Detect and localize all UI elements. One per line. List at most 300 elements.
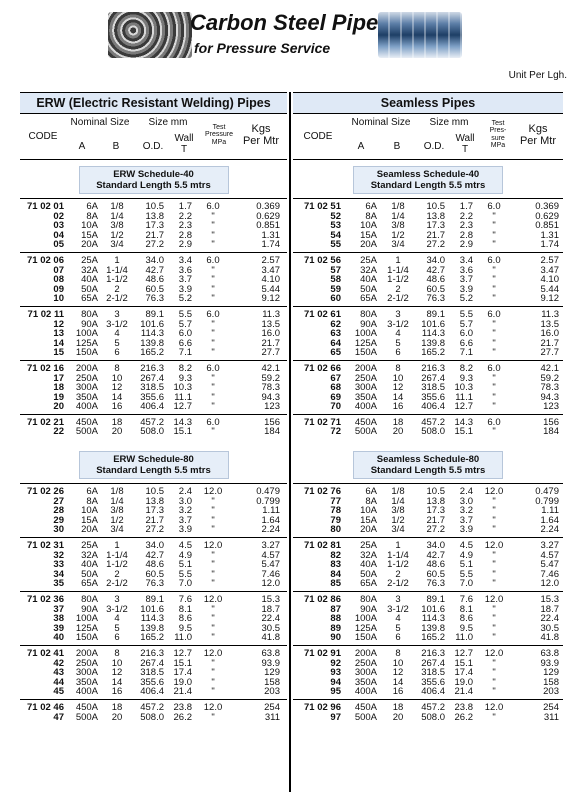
cell-code: 29	[53, 514, 64, 526]
cell-code: 80	[330, 524, 341, 536]
cell-t: 3.9	[178, 524, 192, 536]
cell-a: 6A	[365, 486, 377, 498]
cell-p: "	[492, 347, 496, 359]
table-group	[293, 360, 563, 414]
cell-code: 03	[53, 220, 64, 232]
cell-t: 8.2	[459, 362, 473, 374]
cell-od: 13.8	[145, 495, 164, 507]
cell-p: "	[211, 426, 215, 438]
cell-t: 11.0	[174, 632, 192, 644]
cell-a: 40A	[360, 559, 377, 571]
seamless-sch80-table	[293, 483, 563, 724]
cell-a: 25A	[360, 540, 377, 552]
cell-a: 500A	[354, 711, 377, 723]
cell-t: 3.7	[459, 274, 473, 286]
cell-k: 78.3	[540, 382, 559, 394]
cell-t: 9.3	[178, 372, 192, 384]
cell-b: 20	[111, 711, 123, 723]
cell-k: 16.0	[540, 328, 559, 340]
cell-k: 2.57	[261, 254, 280, 266]
cell-b: 18	[392, 416, 404, 428]
cell-p: "	[492, 559, 496, 571]
table-group	[293, 537, 563, 591]
table-row	[293, 633, 563, 643]
cell-p: 12.0	[484, 540, 504, 552]
cell-code: 92	[330, 657, 341, 669]
table-group	[293, 252, 563, 306]
cell-b: 2	[114, 568, 120, 580]
cell-t: 2.9	[459, 239, 473, 251]
cell-code: 45	[53, 686, 64, 698]
cell-od: 508.0	[140, 426, 164, 438]
cell-k: 15.3	[261, 594, 280, 605]
col-size-mm: Size mm	[429, 117, 469, 128]
cell-k: 1.11	[262, 505, 280, 517]
cell-t: 26.2	[454, 711, 473, 723]
cell-t: 3.4	[459, 254, 473, 266]
cell-k: 3.27	[261, 540, 280, 552]
cell-k: 1.11	[541, 505, 559, 517]
cell-p: "	[492, 318, 496, 330]
cell-a: 300A	[354, 667, 377, 679]
cell-b: 4	[395, 613, 401, 625]
cell-a: 65A	[360, 293, 377, 305]
cell-code: 10	[53, 293, 64, 305]
cell-a: 20A	[81, 239, 98, 251]
cell-a: 40A	[81, 559, 98, 571]
cell-b: 5	[114, 622, 120, 634]
cell-k: 0.629	[535, 210, 559, 222]
cell-od: 355.6	[421, 391, 445, 403]
cell-b: 4	[395, 328, 401, 340]
cell-t: 2.4	[459, 486, 473, 498]
cell-b: 3/4	[110, 524, 124, 536]
cell-p: 12.0	[203, 701, 223, 713]
cell-od: 457.2	[140, 701, 164, 713]
col-kgs: Kgs	[251, 123, 271, 135]
cell-a: 6A	[86, 201, 98, 212]
cell-od: 21.7	[426, 514, 445, 526]
seamless-sch40-title	[353, 166, 503, 194]
cell-t: 12.7	[173, 647, 192, 659]
cell-code: 84	[330, 568, 341, 580]
cell-p: "	[492, 220, 496, 232]
cell-code: 39	[53, 622, 64, 634]
table-row	[20, 402, 287, 412]
cell-od: 76.3	[145, 578, 164, 590]
cell-p: "	[211, 667, 215, 679]
cell-od: 114.3	[140, 328, 164, 340]
cell-code: 69	[330, 391, 341, 403]
cell-a: 350A	[354, 391, 377, 403]
cell-b: 1/8	[110, 201, 124, 212]
cell-a: 250A	[75, 372, 98, 384]
cell-b: 1-1/4	[387, 549, 409, 561]
col-a: A	[357, 141, 365, 152]
cell-b: 1/8	[391, 486, 405, 498]
cell-code: 55	[330, 239, 341, 251]
cell-p: "	[211, 495, 215, 507]
cell-od: 34.0	[145, 254, 164, 266]
cell-k: 18.7	[261, 603, 280, 615]
cell-a: 90A	[360, 318, 377, 330]
cell-od: 60.5	[426, 283, 445, 295]
cell-b: 20	[111, 426, 123, 438]
cell-k: 5.44	[540, 283, 559, 295]
cell-t: 5.5	[178, 308, 192, 320]
cell-t: 3.9	[459, 283, 473, 295]
cell-od: 101.6	[140, 603, 164, 615]
table-group	[293, 414, 563, 439]
cell-code: 28	[53, 505, 64, 517]
cell-a: 40A	[81, 274, 98, 286]
cell-od: 27.2	[145, 239, 164, 251]
cell-b: 3/8	[391, 505, 405, 517]
cell-b: 12	[392, 667, 404, 679]
cell-k: 311	[264, 711, 280, 723]
cell-p: "	[492, 613, 496, 625]
cell-a: 150A	[354, 347, 377, 359]
cell-k: 1.74	[261, 239, 280, 251]
cell-p: "	[211, 382, 215, 394]
cell-p: 12.0	[484, 594, 504, 605]
cell-p: 12.0	[484, 486, 504, 498]
cell-p: "	[492, 274, 496, 286]
cell-p: "	[492, 210, 496, 222]
cell-p: "	[211, 711, 215, 723]
cell-a: 250A	[75, 657, 98, 669]
cell-b: 3	[395, 308, 401, 320]
cell-code: 18	[53, 382, 64, 394]
steel-pipe-image-right	[378, 12, 462, 58]
cell-p: "	[211, 229, 215, 241]
cell-t: 7.1	[459, 347, 473, 359]
cell-b: 10	[392, 657, 404, 669]
cell-t: 7.0	[178, 578, 192, 590]
table-group	[20, 645, 287, 699]
cell-b: 3-1/2	[106, 318, 128, 330]
cell-k: 129	[543, 667, 559, 679]
cell-t: 4.9	[178, 549, 192, 561]
cell-t: 5.5	[459, 308, 473, 320]
cell-p: "	[492, 622, 496, 634]
cell-od: 114.3	[140, 613, 164, 625]
cell-od: 10.5	[426, 201, 445, 212]
cell-t: 2.9	[178, 239, 192, 251]
cell-od: 318.5	[140, 382, 164, 394]
cell-a: 80A	[81, 594, 98, 605]
cell-od: 216.3	[140, 647, 164, 659]
cell-b: 3-1/2	[387, 603, 409, 615]
cell-code: 78	[330, 505, 341, 517]
cell-k: 156	[543, 416, 559, 428]
cell-od: 508.0	[421, 426, 445, 438]
cell-od: 318.5	[421, 382, 445, 394]
cell-b: 3	[395, 594, 401, 605]
table-row	[293, 687, 563, 697]
cell-od: 318.5	[140, 667, 164, 679]
cell-code: 30	[53, 524, 64, 536]
cell-a: 6A	[86, 486, 98, 498]
cell-a: 350A	[75, 676, 98, 688]
col-code: CODE	[303, 131, 333, 142]
cell-p: "	[492, 686, 496, 698]
cell-p: 6.0	[206, 308, 220, 320]
cell-a: 450A	[75, 416, 98, 428]
cell-a: 400A	[354, 401, 377, 413]
table-row	[293, 294, 563, 304]
cell-od: 76.3	[426, 293, 445, 305]
cell-od: 508.0	[140, 711, 164, 723]
cell-p: "	[211, 318, 215, 330]
table-group	[20, 360, 287, 414]
cell-t: 2.4	[178, 486, 192, 498]
cell-od: 13.8	[145, 210, 164, 222]
cell-a: 50A	[360, 568, 377, 580]
cell-t: 4.9	[459, 549, 473, 561]
cell-k: 93.9	[261, 657, 280, 669]
cell-t: 8.1	[178, 603, 192, 615]
cell-b: 1-1/4	[387, 264, 409, 276]
cell-k: 22.4	[540, 613, 559, 625]
cell-k: 59.2	[261, 372, 280, 384]
cell-code: 12	[53, 318, 64, 330]
cell-b: 3-1/2	[106, 603, 128, 615]
cell-p: "	[492, 667, 496, 679]
col-wall: Wall	[455, 133, 475, 144]
seamless-title: Seamless Pipes	[293, 92, 563, 114]
cell-k: 4.10	[540, 274, 559, 286]
table-group	[20, 591, 287, 645]
cell-od: 216.3	[140, 362, 164, 374]
cell-t: 12.7	[454, 647, 473, 659]
cell-b: 1/2	[391, 514, 405, 526]
cell-a: 8A	[86, 210, 98, 222]
table-row	[20, 348, 287, 358]
col-b: B	[393, 141, 401, 152]
cell-t: 2.2	[459, 210, 473, 222]
cell-p: "	[492, 657, 496, 669]
cell-od: 42.7	[145, 549, 164, 561]
cell-b: 1-1/2	[387, 559, 409, 571]
cell-p: "	[492, 578, 496, 590]
cell-a: 400A	[75, 401, 98, 413]
cell-code: 17	[53, 372, 64, 384]
cell-code: 97	[330, 711, 341, 723]
cell-t: 6.6	[459, 337, 473, 349]
cell-od: 406.4	[140, 686, 164, 698]
cell-k: 5.47	[540, 559, 559, 571]
cell-k: 1.31	[540, 229, 559, 241]
cell-p: 6.0	[206, 254, 220, 266]
cell-t: 5.5	[459, 568, 473, 580]
cell-od: 42.7	[426, 549, 445, 561]
cell-code: 04	[53, 229, 64, 241]
cell-od: 17.3	[145, 220, 164, 232]
cell-k: 12.0	[540, 578, 559, 590]
cell-t: 5.7	[178, 318, 192, 330]
cell-t: 15.1	[173, 657, 192, 669]
cell-k: 30.5	[540, 622, 559, 634]
table-row	[293, 402, 563, 412]
cell-code: 34	[53, 568, 64, 580]
cell-od: 27.2	[426, 239, 445, 251]
cell-a: 10A	[360, 505, 377, 517]
cell-k: 1.64	[261, 514, 280, 526]
erw-sch40-title	[79, 166, 229, 194]
cell-p: 12.0	[203, 647, 223, 659]
seamless-section	[293, 92, 563, 724]
col-wall-t: T	[180, 144, 188, 155]
cell-b: 12	[111, 667, 123, 679]
cell-code: 71 02 31	[27, 540, 64, 552]
cell-od: 34.0	[426, 254, 445, 266]
unit-note: Unit Per Lgh.	[508, 70, 567, 81]
cell-b: 2	[395, 568, 401, 580]
cell-od: 17.3	[426, 220, 445, 232]
cell-od: 114.3	[421, 328, 445, 340]
cell-k: 2.57	[540, 254, 559, 266]
cell-b: 3/4	[391, 239, 405, 251]
cell-od: 114.3	[421, 613, 445, 625]
cell-b: 20	[392, 711, 404, 723]
cell-od: 267.4	[421, 657, 445, 669]
cell-code: 37	[53, 603, 64, 615]
cell-od: 165.2	[140, 347, 164, 359]
cell-b: 3/4	[391, 524, 405, 536]
cell-b: 1-1/2	[106, 559, 128, 571]
cell-od: 267.4	[140, 372, 164, 384]
cell-b: 2	[114, 283, 120, 295]
cell-p: 6.0	[487, 308, 501, 320]
cell-p: "	[492, 505, 496, 517]
cell-b: 1/2	[110, 229, 124, 241]
cell-a: 450A	[75, 701, 98, 713]
cell-code: 20	[53, 401, 64, 413]
cell-b: 3/8	[391, 220, 405, 232]
cell-od: 165.2	[140, 632, 164, 644]
cell-p: "	[211, 347, 215, 359]
cell-a: 15A	[360, 229, 377, 241]
cell-t: 6.6	[178, 337, 192, 349]
col-wall: Wall	[174, 133, 194, 144]
cell-p: "	[211, 239, 215, 251]
cell-p: 12.0	[203, 540, 223, 552]
cell-a: 8A	[365, 210, 377, 222]
cell-t: 9.5	[459, 622, 473, 634]
col-size-mm: Size mm	[148, 117, 188, 128]
cell-a: 150A	[354, 632, 377, 644]
cell-b: 1/4	[391, 210, 405, 222]
cell-a: 32A	[81, 549, 98, 561]
cell-b: 6	[395, 632, 401, 644]
cell-code: 02	[53, 210, 64, 222]
cell-b: 1/4	[110, 495, 124, 507]
cell-p: "	[492, 495, 496, 507]
table-row	[20, 687, 287, 697]
cell-p: "	[211, 283, 215, 295]
cell-k: 9.12	[261, 293, 280, 305]
cell-t: 19.0	[173, 676, 192, 688]
table-group	[20, 699, 287, 724]
cell-t: 9.5	[178, 622, 192, 634]
table-row	[293, 348, 563, 358]
cell-t: 5.2	[178, 293, 192, 305]
cell-t: 2.8	[459, 229, 473, 241]
cell-b: 10	[392, 372, 404, 384]
cell-p: "	[492, 239, 496, 251]
table-group	[293, 306, 563, 360]
cell-b: 3	[114, 308, 120, 320]
cell-od: 42.7	[145, 264, 164, 276]
cell-a: 200A	[354, 647, 377, 659]
cell-a: 20A	[81, 524, 98, 536]
cell-p: "	[211, 514, 215, 526]
cell-code: 71 02 01	[27, 201, 64, 212]
cell-p: "	[492, 426, 496, 438]
table-group	[20, 198, 287, 252]
cell-k: 203	[543, 686, 559, 698]
cell-t: 19.0	[454, 676, 473, 688]
cell-a: 400A	[75, 686, 98, 698]
cell-od: 457.2	[140, 416, 164, 428]
cell-p: "	[211, 568, 215, 580]
cell-p: "	[492, 549, 496, 561]
cell-k: 21.7	[540, 337, 559, 349]
cell-od: 42.7	[426, 264, 445, 276]
cell-t: 3.0	[178, 495, 192, 507]
cell-p: "	[211, 657, 215, 669]
col-kgs: Kgs	[528, 123, 548, 135]
cell-k: 4.57	[261, 549, 280, 561]
cell-od: 48.6	[426, 274, 445, 286]
cell-od: 76.3	[426, 578, 445, 590]
cell-k: 4.57	[540, 549, 559, 561]
cell-code: 68	[330, 382, 341, 394]
cell-t: 10.3	[454, 382, 473, 394]
cell-a: 8A	[86, 495, 98, 507]
cell-code: 85	[330, 578, 341, 590]
cell-p: "	[211, 559, 215, 571]
cell-b: 14	[111, 391, 123, 403]
cell-od: 508.0	[421, 711, 445, 723]
cell-od: 139.8	[421, 622, 445, 634]
cell-od: 13.8	[426, 210, 445, 222]
cell-p: "	[211, 391, 215, 403]
cell-b: 18	[111, 416, 123, 428]
cell-t: 7.6	[459, 594, 473, 605]
table-row	[293, 525, 563, 535]
cell-k: 0.479	[256, 486, 280, 498]
cell-b: 1/2	[110, 514, 124, 526]
cell-a: 25A	[360, 254, 377, 266]
cell-t: 4.5	[178, 540, 192, 552]
cell-code: 79	[330, 514, 341, 526]
cell-t: 12.7	[454, 401, 473, 413]
cell-code: 95	[330, 686, 341, 698]
col-pressure: Test Pres- sure MPa	[489, 120, 507, 150]
cell-t: 3.7	[178, 514, 192, 526]
cell-code: 93	[330, 667, 341, 679]
cell-a: 10A	[360, 220, 377, 232]
cell-od: 17.3	[426, 505, 445, 517]
cell-od: 76.3	[145, 293, 164, 305]
table-group	[20, 252, 287, 306]
cell-od: 60.5	[145, 568, 164, 580]
cell-code: 07	[53, 264, 64, 276]
cell-a: 450A	[354, 701, 377, 713]
cell-b: 1/4	[110, 210, 124, 222]
